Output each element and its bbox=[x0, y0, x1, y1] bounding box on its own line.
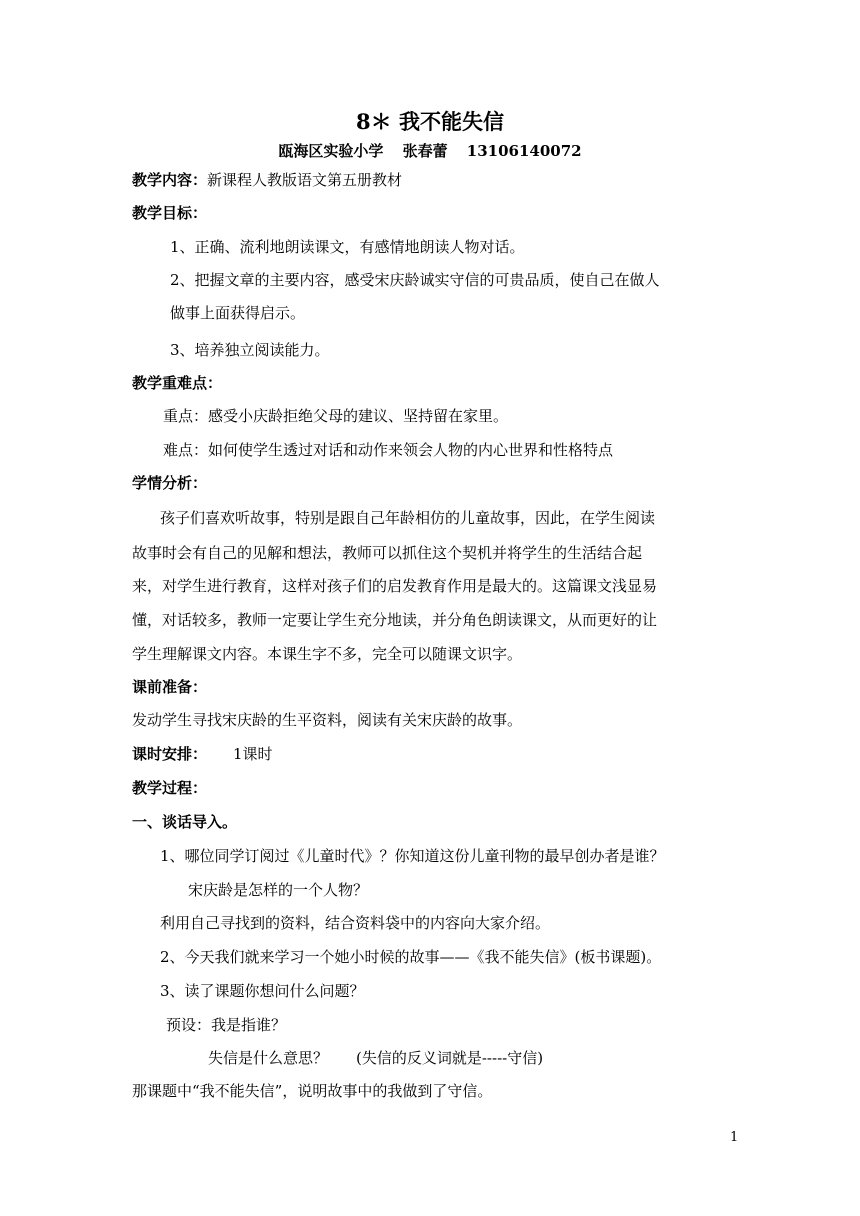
analysis-line: 学生理解课文内容。本课生字不多，完全可以随课文识字。 bbox=[132, 645, 523, 663]
goals-heading: 教学目标： bbox=[132, 204, 208, 222]
conclusion: 那课题中“我不能失信”，说明故事中的我做到了守信。 bbox=[132, 1082, 493, 1100]
keypoint-focus: 重点：感受小庆龄拒绝父母的建议、坚持留在家里。 bbox=[163, 407, 509, 425]
content-label: 教学内容： bbox=[132, 171, 208, 189]
goal-item-3: 3、培养独立阅读能力。 bbox=[170, 341, 330, 359]
goal-item-2-line1: 2、把握文章的主要内容，感受宋庆龄诚实守信的可贵品质，使自己在做人 bbox=[170, 271, 660, 289]
analysis-line: 来，对学生进行教育，这样对孩子们的启发教育作用是最大的。这篇课文浅显易 bbox=[132, 577, 658, 595]
step-1-instruction: 利用自己寻找到的资料，结合资料袋中的内容向大家介绍。 bbox=[160, 914, 551, 932]
preset-1: 预设：我是指谁？ bbox=[166, 1016, 287, 1034]
author-line: 瓯海区实验小学 张春蕾 13106140072 bbox=[278, 142, 582, 160]
schedule-row bbox=[132, 744, 273, 764]
content-row bbox=[132, 170, 402, 190]
goal-item-2-line2: 做事上面获得启示。 bbox=[170, 304, 306, 322]
schedule-value: 1课时 bbox=[233, 745, 273, 763]
analysis-line: 懂，对话较多，教师一定要让学生充分地读，并分角色朗读课文，从而更好的让 bbox=[132, 611, 658, 629]
page-number: 1 bbox=[730, 1130, 739, 1145]
schedule-label: 课时安排： bbox=[132, 745, 208, 763]
analysis-heading: 学情分析： bbox=[132, 474, 208, 492]
analysis-line: 故事时会有自己的见解和想法，教师可以抓住这个契机并将学生的生活结合起 bbox=[132, 544, 643, 562]
goal-item-1: 1、正确、流利地朗读课文，有感情地朗读人物对话。 bbox=[170, 238, 525, 256]
preset-2 bbox=[208, 1048, 543, 1068]
preset-2-note: (失信的反义词就是-----守信) bbox=[356, 1049, 544, 1067]
prep-text: 发动学生寻找宋庆龄的生平资料，阅读有关宋庆龄的故事。 bbox=[132, 711, 523, 729]
keypoint-difficulty: 难点：如何使学生透过对话和动作来领会人物的内心世界和性格特点 bbox=[163, 441, 614, 459]
document-title: 8＊ 我不能失信 bbox=[356, 109, 504, 134]
step-3: 3、读了课题你想问什么问题？ bbox=[160, 982, 365, 1000]
analysis-line: 孩子们喜欢听故事，特别是跟自己年龄相仿的儿童故事，因此，在学生阅读 bbox=[160, 509, 656, 527]
preset-2-question: 失信是什么意思？ bbox=[208, 1049, 329, 1067]
prep-heading: 课前准备： bbox=[132, 678, 208, 696]
keypoints-heading: 教学重难点： bbox=[132, 374, 223, 392]
step-1-followup: 宋庆龄是怎样的一个人物？ bbox=[188, 881, 369, 899]
step-1-question: 1、哪位同学订阅过《儿童时代》？你知道这份儿童刊物的最早创办者是谁？ bbox=[160, 847, 665, 865]
content-value: 新课程人教版语文第五册教材 bbox=[207, 171, 403, 189]
section-heading: 一、谈话导入。 bbox=[132, 813, 238, 831]
step-2: 2、今天我们就来学习一个她小时候的故事——《我不能失信》(板书课题)。 bbox=[160, 948, 662, 966]
process-heading: 教学过程： bbox=[132, 779, 208, 797]
